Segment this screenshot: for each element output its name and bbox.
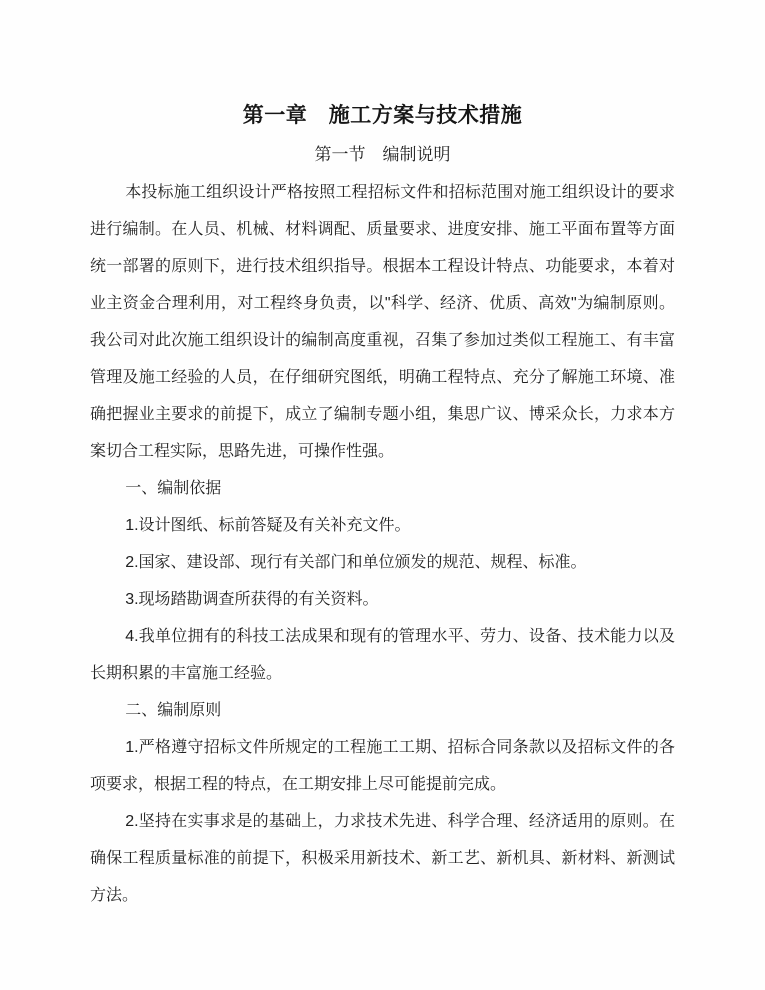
paragraph: 3.现场踏勘调查所获得的有关资料。 xyxy=(125,591,379,608)
chapter-title: 第一章 施工方案与技术措施 xyxy=(242,104,523,127)
document-body xyxy=(90,174,675,914)
paragraph: 4.我单位拥有的科技工法成果和现有的管理水平、劳力、设备、技术能力以及长期积累的丰富施工经验。 xyxy=(90,628,675,682)
paragraph: 1.设计图纸、标前答疑及有关补充文件。 xyxy=(125,517,411,534)
paragraph: 二、编制原则 xyxy=(125,702,222,719)
paragraph: 一、编制依据 xyxy=(125,480,222,497)
paragraph: 本投标施工组织设计严格按照工程招标文件和招标范围对施工组织设计的要求进行编制。在人员、机械、材料调配、质量要求、进度安排、施工平面布置等方面统一部署的原则下，进行技术组织指导。根据本工程设计特点、功能要求，本着对业主资金合理利用，对工程终身负责，以"科学、经济、优质、高效"为编制原则。我公司对此次施工组织设计的编制高度重视，召集了参加过类似工程施工、有丰富管理及施工经验的人员，在仔细研究图纸，明确工程特点、充分了解施工环境、准确把握业主要求的前提下，成立了编制专题小组，集思广议、博采众长，力求本方案切合工程实际，思路先进，可操作性强。 xyxy=(90,184,675,460)
paragraph: 2.国家、建设部、现行有关部门和单位颁发的规范、规程、标准。 xyxy=(125,554,587,571)
paragraph: 2.坚持在实事求是的基础上，力求技术先进、科学合理、经济适用的原则。在确保工程质量标准的前提下，积极采用新技术、新工艺、新机具、新材料、新测试方法。 xyxy=(90,813,675,904)
section-title: 第一节 编制说明 xyxy=(314,145,451,164)
paragraph: 1.严格遵守招标文件所规定的工程施工工期、招标合同条款以及招标文件的各项要求，根据工程的特点，在工期安排上尽可能提前完成。 xyxy=(90,739,675,793)
